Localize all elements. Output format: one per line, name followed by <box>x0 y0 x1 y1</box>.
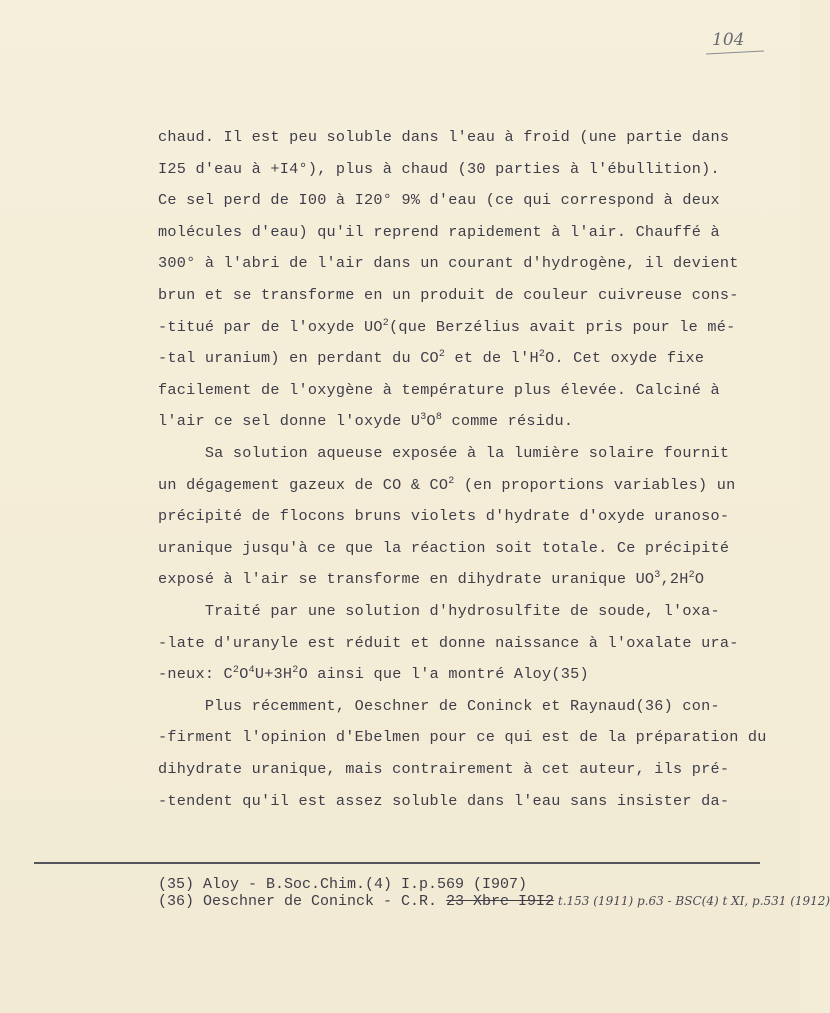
page-number-underline <box>706 50 764 54</box>
body-line <box>158 634 739 652</box>
line-segment: O <box>426 412 436 431</box>
body-line <box>158 665 589 683</box>
body-line <box>158 286 739 304</box>
superscript: 2 <box>438 349 446 361</box>
line-segment: -firment l'opinion d'Ebelmen pour ce qui est de la préparation du <box>158 728 767 747</box>
footnote-36-struck: 23 Xbre I9I2 <box>446 893 555 910</box>
line-segment: O <box>694 570 705 589</box>
body-line <box>158 254 739 272</box>
line-segment: O ainsi que l'a montré Aloy(35) <box>298 665 589 684</box>
page-number: 104 <box>712 30 745 50</box>
line-segment: ,2H <box>660 570 689 589</box>
body-line <box>158 760 729 778</box>
body-line <box>158 728 767 746</box>
line-segment: précipité de flocons bruns violets d'hydrate d'oxyde uranoso- <box>158 507 730 526</box>
superscript: 3 <box>654 570 661 582</box>
body-line <box>158 160 720 178</box>
body-line <box>158 191 720 209</box>
line-segment: O. Cet oxyde fixe <box>545 349 705 368</box>
line-segment: comme résidu. <box>442 412 574 431</box>
line-segment: -neux: C <box>158 665 233 684</box>
line-segment: (en proportions variables) un <box>454 475 736 494</box>
line-segment: uranique jusqu'à ce que la réaction soit totale. Ce précipité <box>158 538 730 557</box>
footnote-36-typed: (36) Oeschner de Coninck - C.R. <box>158 893 447 910</box>
line-segment: l'air ce sel donne l'oxyde U <box>158 412 421 431</box>
line-segment: dihydrate uranique, mais contrairement à cet auteur, ils pré- <box>158 760 730 778</box>
line-segment: 300° à l'abri de l'air dans un courant d'hydrogène, il devient <box>158 254 739 273</box>
body-line <box>158 444 729 462</box>
line-segment: -late d'uranyle est réduit et donne naissance à l'oxalate ura- <box>158 633 739 652</box>
body-line <box>158 381 720 399</box>
body-line <box>158 318 735 336</box>
body-line <box>158 128 729 146</box>
superscript: 2 <box>382 317 390 329</box>
line-segment: -tendent qu'il est assez soluble dans l'eau sans insister da- <box>158 791 730 810</box>
body-line <box>158 570 704 588</box>
superscript: 8 <box>435 412 443 424</box>
line-segment: molécules d'eau) qu'il reprend rapidement à l'air. Chauffé à <box>158 222 720 241</box>
footnote-divider <box>34 862 760 864</box>
line-segment: et de l'H <box>445 349 539 368</box>
superscript: 2 <box>292 665 299 677</box>
body-line <box>158 792 729 810</box>
superscript: 2 <box>538 349 546 361</box>
line-segment: Traité par une solution d'hydrosulfite de soude, l'oxa- <box>158 602 720 620</box>
superscript: 2 <box>448 475 455 487</box>
line-segment: exposé à l'air se transforme en dihydrate uranique UO <box>158 570 655 589</box>
superscript: 4 <box>248 665 255 677</box>
line-segment: -tal uranium) en perdant du CO <box>158 349 439 368</box>
line-segment: Ce sel perd de I00 à I20° 9% d'eau (ce qui correspond à deux <box>158 191 720 210</box>
line-segment: Sa solution aqueuse exposée à la lumière solaire fournit <box>158 444 730 462</box>
body-line <box>158 602 720 620</box>
line-segment: un dégagement gazeux de CO & CO <box>158 475 449 494</box>
body-line <box>158 539 729 557</box>
line-segment: I25 d'eau à +I4°), plus à chaud (30 parties à l'ébullition). <box>158 159 720 178</box>
line-segment: Plus récemment, Oeschner de Coninck et Raynaud(36) con- <box>158 696 720 715</box>
body-line <box>158 697 720 715</box>
superscript: 2 <box>232 665 240 677</box>
body-line <box>158 349 704 367</box>
line-segment: (que Berzélius avait pris pour le mé- <box>389 317 736 336</box>
footnote-36 <box>158 893 830 910</box>
line-segment: facilement de l'oxygène à température plus élevée. Calciné à <box>158 380 720 399</box>
body-line <box>158 476 735 494</box>
superscript: 3 <box>420 412 427 424</box>
line-segment: -titué par de l'oxyde UO <box>158 317 383 336</box>
line-segment: chaud. Il est peu soluble dans l'eau à froid (une partie dans <box>158 128 730 146</box>
footnote-36-handwritten: t.153 (1911) p.63 - BSC(4) t XI, p.531 (1912) <box>554 894 830 908</box>
line-segment: U+3H <box>254 665 293 684</box>
line-segment: brun et se transforme en un produit de couleur cuivreuse cons- <box>158 286 739 304</box>
body-line <box>158 223 720 241</box>
line-segment: O <box>239 665 249 684</box>
superscript: 2 <box>688 570 695 582</box>
footnote-35: (35) Aloy - B.Soc.Chim.(4) I.p.569 (I907) <box>158 876 528 893</box>
body-line <box>158 412 573 430</box>
body-line <box>158 507 729 525</box>
